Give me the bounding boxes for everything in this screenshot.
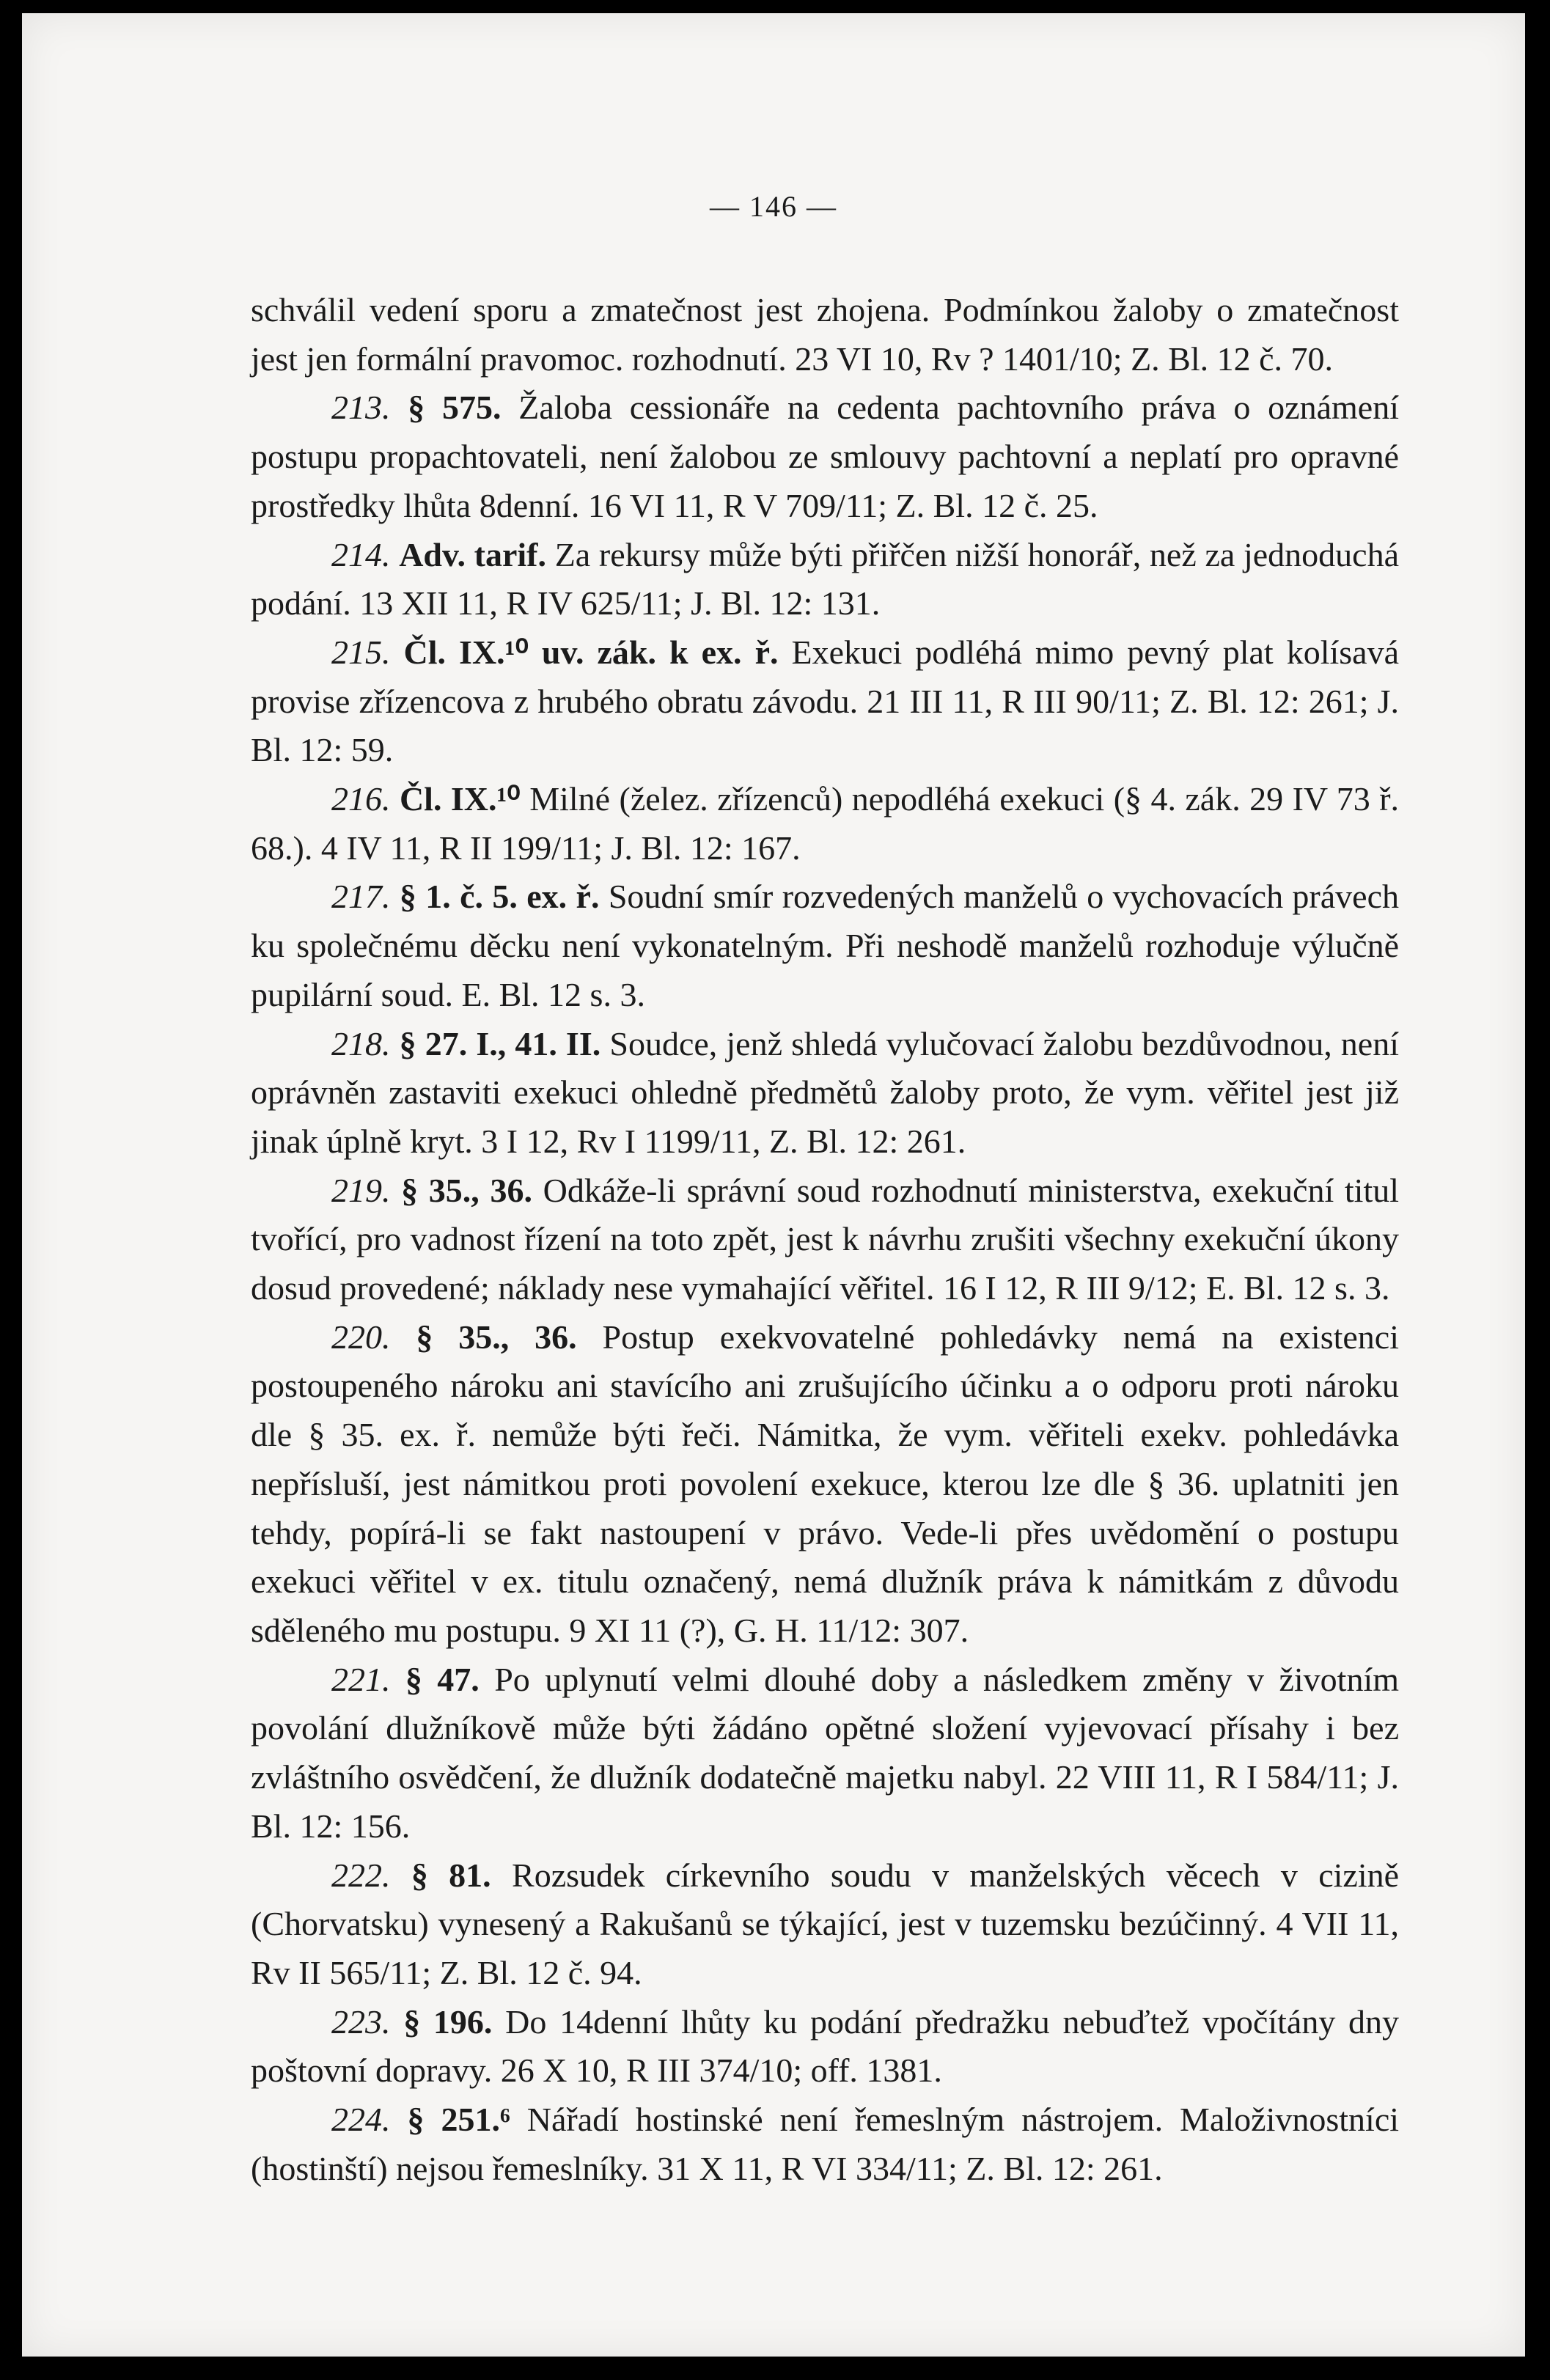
entry-213: [251, 383, 1399, 530]
entry-text: Odkáže-li správní soud rozhodnutí ministerstva, exekuční titul tvořící, pro vadnost řízení na toto zpět, jest k návrhu zrušiti všechny exekuční úkony dosud provedené; náklady nese vymahající věřitel. 16 I 12, R III 9/12; E. Bl. 12 s. 3.: [251, 1171, 1400, 1307]
paragraph-continuation: [251, 286, 1399, 383]
entry-214: [251, 531, 1399, 628]
legal-reference: Čl. IX.¹⁰ uv. zák. k ex. ř.: [403, 633, 779, 671]
entry-220: [251, 1313, 1399, 1656]
paragraph-text: schválil vedení sporu a zmatečnost jest zhojena. Podmínkou žaloby o zmatečnost jest jen formální pravomoc. rozhodnutí. 23 VI 10, Rv ? 1401/10; Z. Bl. 12 č. 70.: [251, 291, 1399, 378]
book-page: [22, 13, 1525, 2357]
entry-number: 213.: [331, 389, 391, 427]
entry-text: Po uplynutí velmi dlouhé doby a následkem změny v životním povolání dlužníkově může býti žádáno opětné složení vyjevovací přísahy i bez zvláštního osvědčení, že dlužník dodatečně majetku nabyl. 22 VIII 11, R I 584/11; J. Bl. 12: 156.: [251, 1660, 1400, 1845]
legal-reference: § 196.: [403, 2002, 493, 2041]
entry-text: Do 14denní lhůty ku podání předražku nebuďtež vpočítány dny poštovní dopravy. 26 X 10, R III 374/10; off. 1381.: [251, 2002, 1400, 2090]
legal-reference: Adv. tarif.: [399, 535, 546, 573]
entry-number: 217.: [331, 878, 391, 916]
entry-number: 222.: [331, 1856, 391, 1894]
entry-text: Žaloba cessionáře na cedenta pachtovního práva o oznámení postupu propachtovateli, není žalobou ze smlouvy pachtovní a neplatí pro opravné prostředky lhůta 8denní. 16 VI 11, R V 709/11; Z. Bl. 12 č. 25.: [251, 389, 1399, 524]
legal-reference: § 35., 36.: [401, 1171, 532, 1209]
legal-reference: § 47.: [405, 1660, 480, 1698]
legal-reference: § 27. I., 41. II.: [399, 1024, 601, 1062]
entry-text: Soudní smír rozvedených manželů o vychovacích právech ku společnému děcku není vykonatelným. Při neshodě manželů rozhoduje výlučně pupilární soud. E. Bl. 12 s. 3.: [251, 878, 1400, 1013]
page-number: — 146 —: [710, 190, 837, 223]
entry-number: 221.: [331, 1660, 391, 1698]
entry-number: 224.: [331, 2101, 391, 2139]
entry-text: Rozsudek církevního soudu v manželských věcech v cizině (Chorvatsku) vynesený a Rakušanů se týkající, jest v tuzemsku bezúčinný. 4 VII 11, Rv II 565/11; Z. Bl. 12 č. 94.: [251, 1856, 1400, 1991]
entry-219: [251, 1167, 1399, 1313]
entry-number: 218.: [331, 1024, 391, 1062]
entry-number: 214.: [331, 535, 391, 573]
entry-text: Soudce, jenž shledá vylučovací žalobu bezdůvodnou, není oprávněn zastaviti exekuci ohledně předmětů žaloby proto, že vym. věřitel jest již jinak úplně kryt. 3 I 12, Rv I 1199/11, Z. Bl. 12: 261.: [251, 1024, 1399, 1160]
entry-number: 215.: [331, 633, 391, 671]
entry-215: [251, 628, 1399, 775]
entry-text: Postup exekvovatelné pohledávky nemá na existenci postoupeného nároku ani stavícího ani zrušujícího účinku a o odporu proti nároku dle § 35. ex. ř. nemůže býti řeči. Námitka, že vym. věřiteli exekv. pohledávka nepřísluší, jest námitkou proti povolení exekuce, kterou lze dle § 36. uplatniti jen tehdy, popírá-li se fakt nastoupení v právo. Vede-li přes uvědomění o postupu exekuci věřitel v ex. titulu označený, nemá dlužník práva k námitkám z důvodu sděleného mu postupu. 9 XI 11 (?), G. H. 11/12: 307.: [251, 1318, 1400, 1649]
legal-reference: § 81.: [411, 1856, 491, 1894]
legal-reference: § 1. č. 5. ex. ř.: [399, 878, 600, 916]
text-body: [251, 286, 1399, 2193]
legal-reference: Čl. IX.¹⁰: [399, 780, 521, 818]
legal-reference: § 575.: [408, 389, 502, 427]
entry-number: 216.: [331, 780, 391, 818]
entry-text: Exekuci podléhá mimo pevný plat kolísavá provise zřízencova z hrubého obratu závodu. 21 III 11, R III 90/11; Z. Bl. 12: 261; J. Bl. 12: 59.: [251, 633, 1400, 769]
entry-224: [251, 2096, 1399, 2193]
entry-221: [251, 1656, 1399, 1851]
entry-text: Milné (želez. zřízenců) nepodléhá exekuci (§ 4. zák. 29 IV 73 ř. 68.). 4 IV 11, R II 199/11; J. Bl. 12: 167.: [251, 780, 1400, 867]
entry-number: 220.: [331, 1318, 391, 1356]
entry-223: [251, 1998, 1399, 2096]
legal-reference: § 35., 36.: [416, 1318, 577, 1356]
entry-text: Nářadí hostinské není řemeslným nástrojem. Maloživnostníci (hostinští) nejsou řemeslníky. 31 X 11, R VI 334/11; Z. Bl. 12: 261.: [251, 2101, 1400, 2187]
entry-222: [251, 1851, 1399, 1998]
entry-number: 223.: [331, 2002, 391, 2041]
entry-217: [251, 873, 1399, 1019]
entry-text: Za rekursy může býti přiřčen nižší honorář, než za jednoduchá podání. 13 XII 11, R IV 625/11; J. Bl. 12: 131.: [251, 535, 1400, 622]
entry-number: 219.: [331, 1171, 391, 1209]
legal-reference: § 251.⁶: [407, 2101, 510, 2139]
entry-218: [251, 1020, 1399, 1167]
entry-216: [251, 775, 1399, 873]
